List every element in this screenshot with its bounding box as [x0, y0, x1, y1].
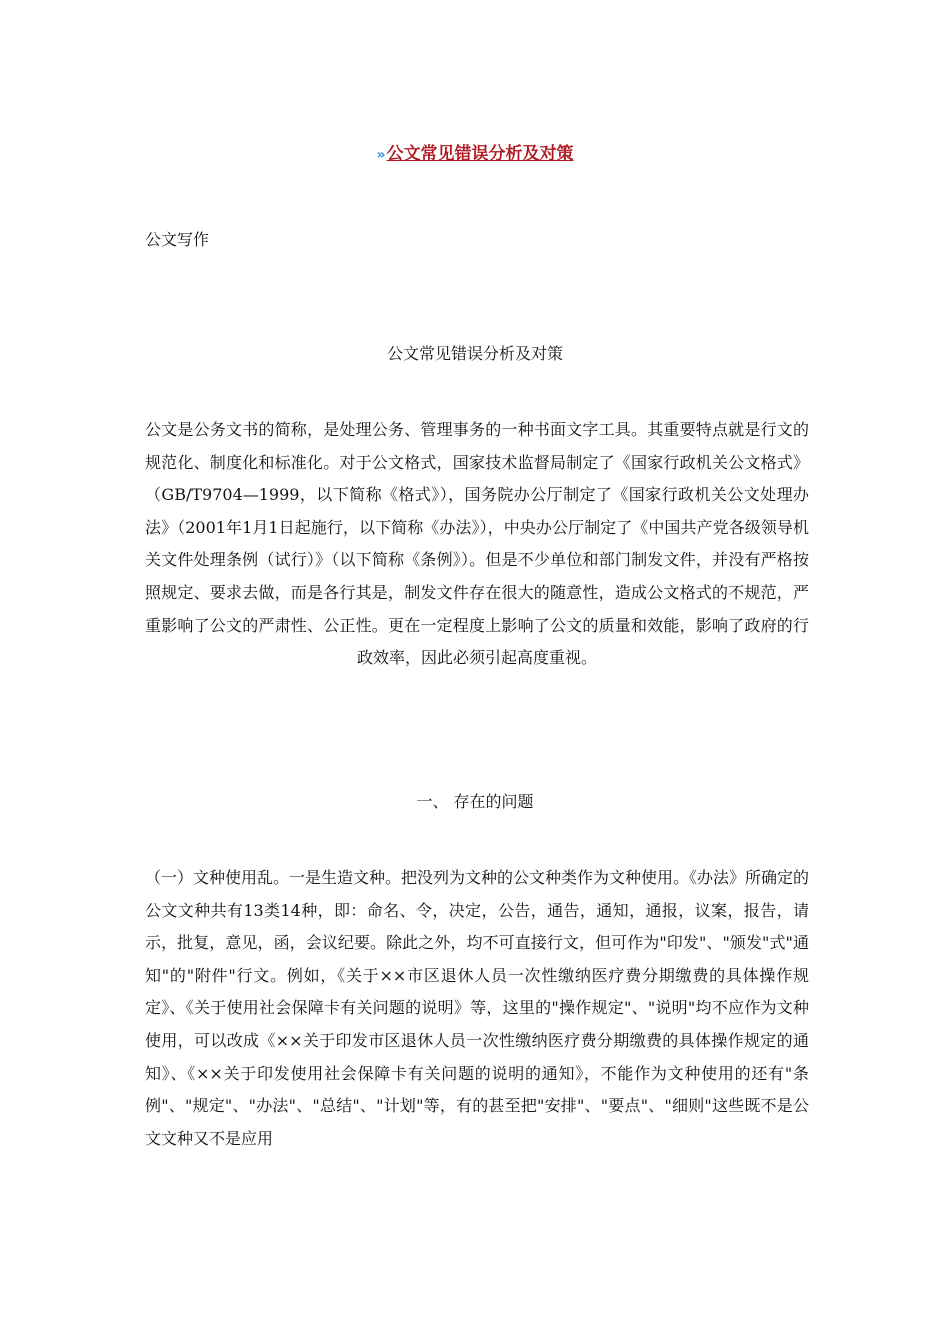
intro-paragraph: 公文是公务文书的简称，是处理公务、管理事务的一种书面文字工具。其重要特点就是行文的规范化、制度化和标准化。对于公文格式，国家技术监督局制定了《国家行政机关公文格式》（GB/T9704—1999，以下简称《格式》），国务院办公厅制定了《国家行政机关公文处理办法》（2001年1月1日起施行，以下简称《办法》），中央办公厅制定了《中国共产党各级领导机关文件处理条例（试行）》（以下简称《条例》）。但是不少单位和部门制发文件，并没有严格按照规定、要求去做，而是各行其是，制发文件存在很大的随意性，造成公文格式的不规范，严重影响了公文的严肃性、公正性。更在一定程度上影响了公文的质量和效能，影响了政府的行政效率，因此必须引起高度重视。	[145, 420, 809, 668]
double-chevron-icon: »	[376, 147, 386, 163]
article-title-link	[0, 142, 950, 167]
article-title-anchor[interactable]: 公文常见错误分析及对策	[386, 144, 574, 164]
section-body-paragraph: （一）文种使用乱。一是生造文种。把没列为文种的公文种类作为文种使用。《办法》所确定的公文文种共有13类14种，即：命名、令，决定，公告，通告，通知，通报，议案，报告，请示，批复，意见，函，会议纪要。除此之外，均不可直接行文，但可作为"印发"、"颁发"式"通知"的"附件"行文。例如，《关于××市区退休人员一次性缴纳医疗费分期缴费的具体操作规定》、《关于使用社会保障卡有关问题的说明》等，这里的"操作规定"、"说明"均不应作为文种使用，可以改成《××关于印发市区退休人员一次性缴纳医疗费分期缴费的具体操作规定的通知》、《××关于印发使用社会保障卡有关问题的说明的通知》，不能作为文种使用的还有"条例"、"规定"、"办法"、"总结"、"计划"等，有的甚至把"安排"、"要点"、"细则"这些既不是公文文种又不是应用	[145, 868, 810, 1148]
section-heading: 一、 存在的问题	[416, 792, 534, 811]
category-label: 公文写作	[145, 230, 210, 249]
document-title: 公文常见错误分析及对策	[386, 344, 563, 363]
